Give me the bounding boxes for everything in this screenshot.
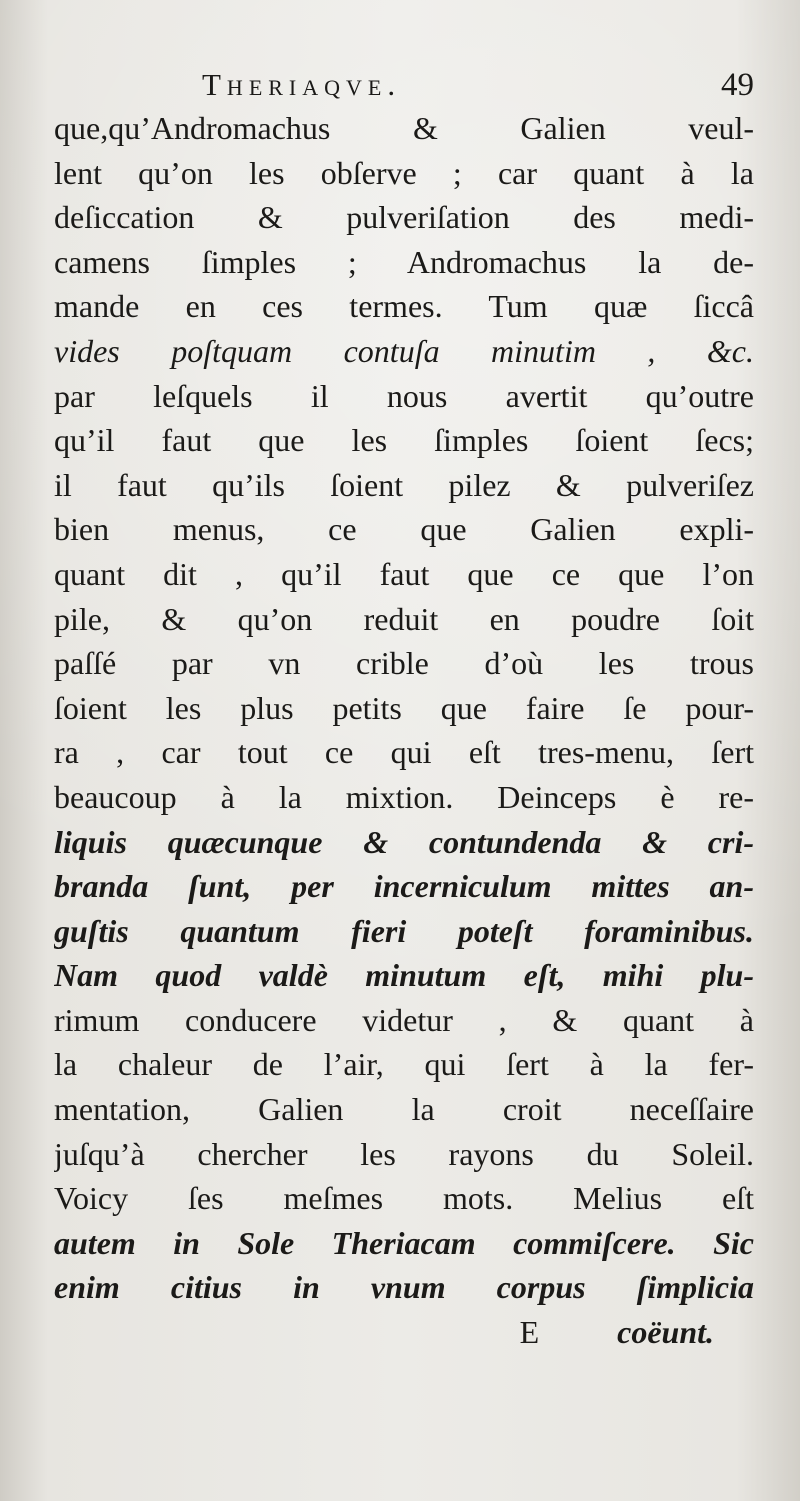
running-title: Theriaqve. [202, 67, 402, 102]
text-line: liquis quæcunque & contundenda & cri- [54, 823, 754, 860]
text-line: paſſé par vn crible d’où les trous [54, 645, 754, 682]
text-line: quant dit , qu’il faut que ce que l’on [54, 555, 754, 592]
text-line: camens ſimples ; Andromachus la de- [54, 243, 754, 280]
text-line: la chaleur de l’air, qui ſert à la fer- [54, 1046, 754, 1083]
page-number: 49 [721, 67, 754, 103]
text-line: il faut qu’ils ſoient pilez & pulveriſez [54, 466, 754, 503]
text-line: branda ſunt, per incerniculum mittes an- [54, 868, 754, 905]
text-line: vides poſtquam contuſa minutim , &c. [54, 332, 754, 369]
signature-mark: E [519, 1314, 540, 1351]
footer-line [54, 1310, 754, 1355]
text-line: guſtis quantum fieri poteſt foraminibus. [54, 912, 754, 949]
text-line: bien menus, ce que Galien expli- [54, 511, 754, 548]
text-line: mande en ces termes. Tum quæ ſiccâ [54, 288, 754, 325]
text-line: beaucoup à la mixtion. Deinceps è re- [54, 778, 754, 815]
text-block [54, 64, 754, 1355]
body-text [54, 106, 754, 1355]
text-line: par leſquels il nous avertit qu’outre [54, 377, 754, 414]
text-line: ra , car tout ce qui eſt tres-menu, ſert [54, 734, 754, 771]
text-line: autem in Sole Theriacam commiſcere. Sic [54, 1224, 754, 1261]
catchword: coëunt. [617, 1314, 714, 1351]
running-header [202, 64, 754, 106]
text-line: mentation, Galien la croit neceſſaire [54, 1091, 754, 1128]
text-line: deſiccation & pulveriſation des medi- [54, 199, 754, 236]
text-line: que,qu’Andromachus & Galien veul- [54, 110, 754, 146]
text-line: Nam quod valdè minutum eſt, mihi plu- [54, 957, 754, 994]
text-line: rimum conducere videtur , & quant à [54, 1001, 754, 1038]
text-line: enim citius in vnum corpus ſimplicia [54, 1269, 754, 1306]
text-line: ſoient les plus petits que faire ſe pour- [54, 689, 754, 726]
text-line: qu’il faut que les ſimples ſoient ſecs; [54, 422, 754, 459]
text-line: lent qu’on les obſerve ; car quant à la [54, 154, 754, 191]
text-line: Voicy ſes meſmes mots. Melius eſt [54, 1180, 754, 1217]
text-line: pile, & qu’on reduit en poudre ſoit [54, 600, 754, 637]
text-line: juſqu’à chercher les rayons du Soleil. [54, 1135, 754, 1172]
